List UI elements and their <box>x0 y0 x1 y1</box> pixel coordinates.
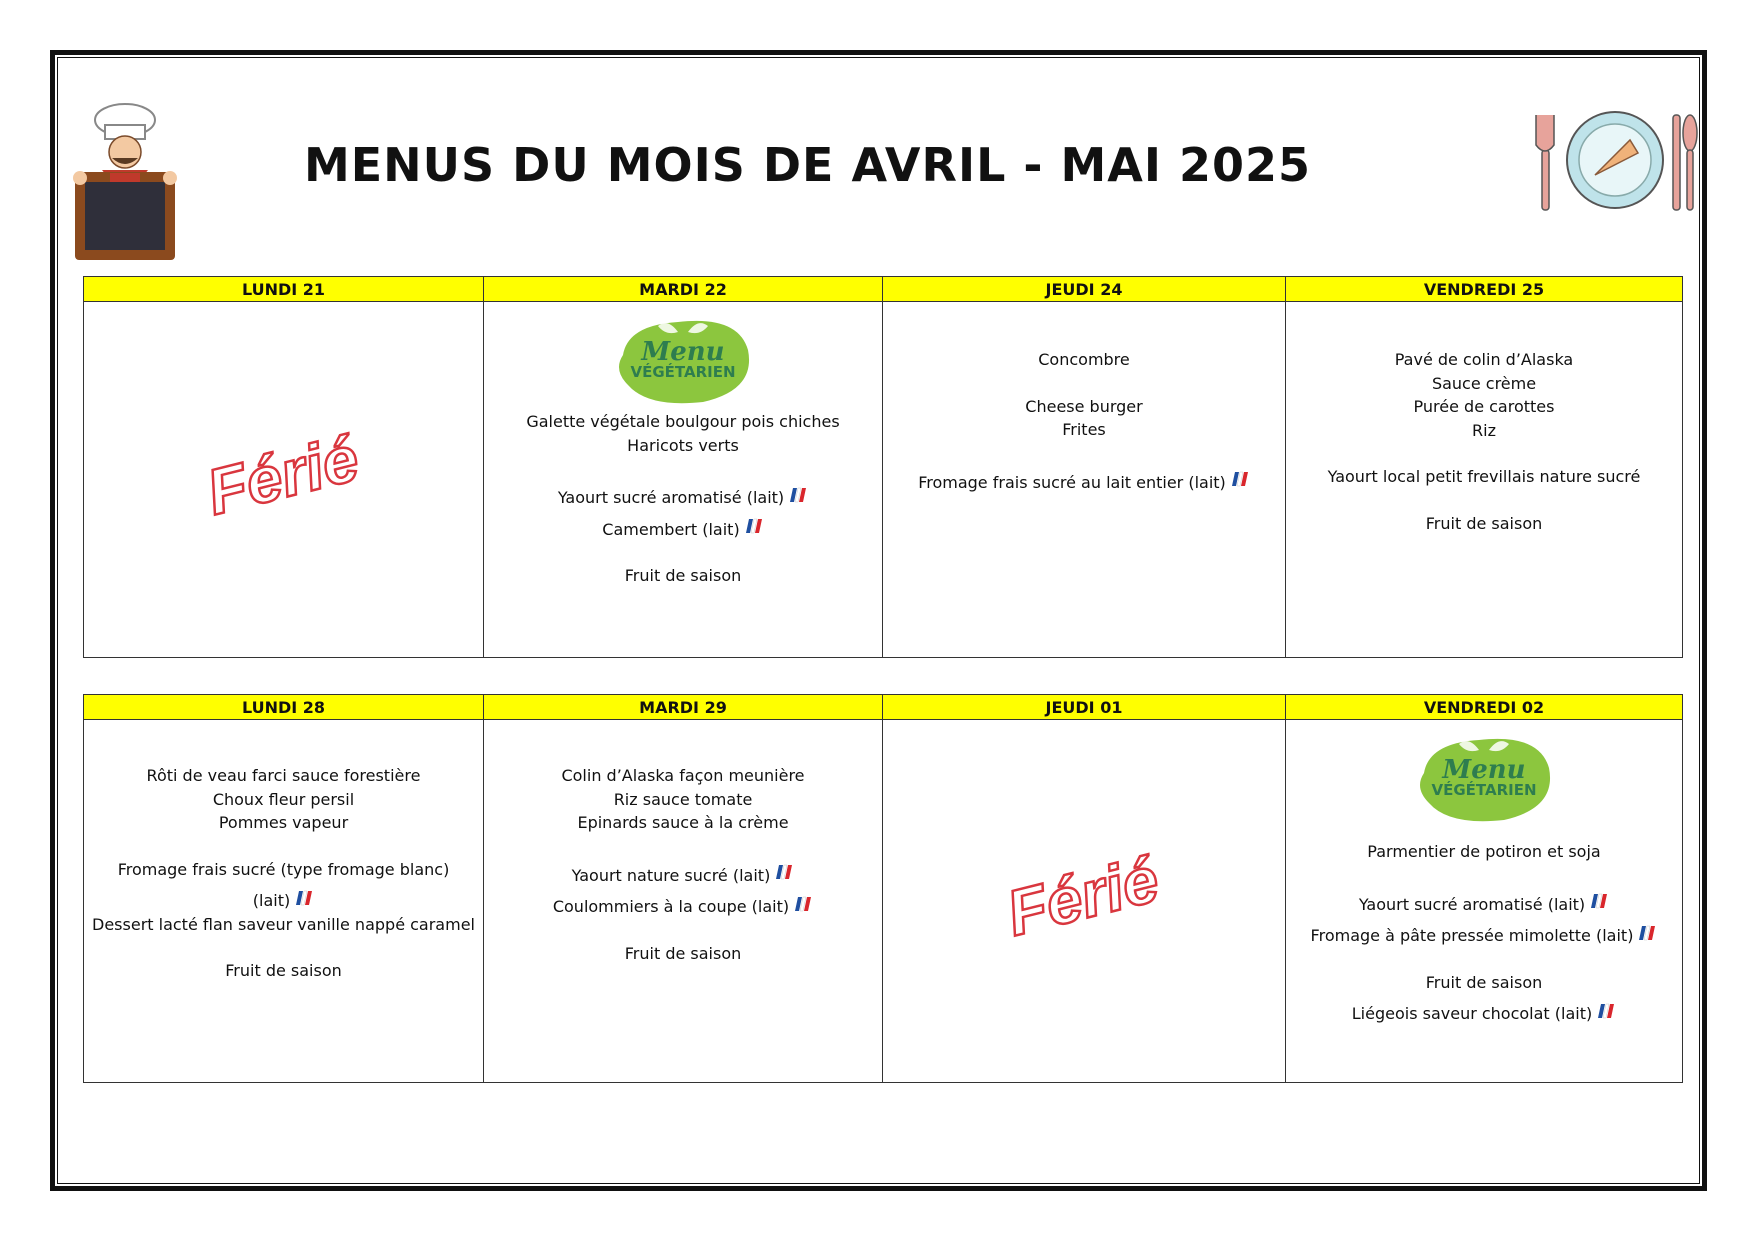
menu-item: Riz sauce tomate <box>613 789 753 809</box>
menu-item: Yaourt local petit frevillais nature sucré <box>1327 467 1641 486</box>
vegetarian-menu-icon <box>608 310 758 410</box>
menu-item: Choux fleur persil <box>212 789 355 809</box>
french-flag-icon <box>793 895 813 913</box>
day-header: LUNDI 21 <box>84 277 484 302</box>
menu-cell-lundi-28 <box>84 720 484 1083</box>
menu-item: Frites <box>1062 420 1106 439</box>
menu-item: Liégeois saveur chocolat (lait) <box>1351 1004 1593 1023</box>
french-flag-icon <box>1596 1002 1616 1020</box>
menu-cell-vendredi-02 <box>1286 720 1683 1083</box>
menu-item: Fruit de saison <box>624 943 742 963</box>
menu-item: Sauce crème <box>1431 373 1537 393</box>
day-header: MARDI 22 <box>484 277 883 302</box>
menu-item: Fruit de saison <box>1425 972 1543 992</box>
ferie-stamp <box>166 409 401 550</box>
svg-text:VÉGÉTARIEN: VÉGÉTARIEN <box>1431 781 1537 799</box>
ferie-stamp <box>966 831 1201 972</box>
menu-cell-mardi-22 <box>484 302 883 658</box>
svg-text:VÉGÉTARIEN: VÉGÉTARIEN <box>630 363 736 381</box>
menu-item: Coulommiers à la coupe (lait) <box>552 897 790 916</box>
day-header: JEUDI 01 <box>883 695 1286 720</box>
menu-item: Camembert (lait) <box>602 519 740 539</box>
menu-item: Yaourt nature sucré (lait) <box>571 865 771 885</box>
menu-item: Pommes vapeur <box>218 813 349 832</box>
french-flag-icon <box>788 486 808 504</box>
svg-text:Férié: Férié <box>199 421 366 529</box>
menu-item: Fromage à pâte pressée mimolette (lait) <box>1310 926 1634 945</box>
menu-item: Colin d’Alaska façon meunière <box>561 766 805 785</box>
day-header: LUNDI 28 <box>84 695 484 720</box>
menu-item: Parmentier de potiron et soja <box>1367 842 1601 861</box>
menu-cell-vendredi-25 <box>1286 302 1683 658</box>
menu-item: Yaourt sucré aromatisé (lait) <box>1358 894 1586 914</box>
french-flag-icon <box>774 863 794 881</box>
french-flag-icon <box>294 889 314 907</box>
svg-text:Férié: Férié <box>999 842 1166 950</box>
french-flag-icon <box>744 517 764 535</box>
menu-item: Fruit de saison <box>624 566 742 585</box>
french-flag-icon <box>1230 470 1250 488</box>
menu-item: Dessert lacté flan saveur vanille nappé caramel <box>92 914 475 934</box>
menu-item: Fruit de saison <box>225 961 342 980</box>
menu-item: Fruit de saison <box>1425 513 1543 533</box>
menu-cell-jeudi-01 <box>883 720 1286 1083</box>
menu-cell-jeudi-24 <box>883 302 1286 658</box>
week-table-1 <box>83 276 1683 658</box>
menu-item: Concombre <box>1038 350 1130 369</box>
menu-item: (lait) <box>252 891 291 910</box>
svg-text:Menu: Menu <box>1442 755 1526 785</box>
day-header: MARDI 29 <box>484 695 883 720</box>
menu-item: Purée de carottes <box>1413 397 1555 416</box>
day-header: VENDREDI 02 <box>1286 695 1683 720</box>
menu-item: Fromage frais sucré (type fromage blanc) <box>117 859 450 879</box>
day-header: JEUDI 24 <box>883 277 1286 302</box>
menu-cell-mardi-29 <box>484 720 883 1083</box>
french-flag-icon <box>1637 924 1657 942</box>
menu-item: Riz <box>1472 420 1496 440</box>
menu-item: Epinards sauce à la crème <box>577 813 789 832</box>
menu-item: Fromage frais sucré au lait entier (lait) <box>918 472 1226 492</box>
week-table-2 <box>83 694 1683 1083</box>
day-header: VENDREDI 25 <box>1286 277 1683 302</box>
menu-item: Yaourt sucré aromatisé (lait) <box>557 488 785 507</box>
vegetarian-menu-icon <box>1409 728 1559 828</box>
menu-item: Haricots verts <box>627 435 739 455</box>
menu-cell-lundi-21 <box>84 302 484 658</box>
page-title: MENUS DU MOIS DE AVRIL - MAI 2025 <box>303 138 1312 192</box>
french-flag-icon <box>1589 892 1609 910</box>
menu-item: Galette végétale boulgour pois chiches <box>526 412 840 431</box>
menu-item: Rôti de veau farci sauce forestière <box>146 766 421 785</box>
menu-item: Cheese burger <box>1025 396 1143 416</box>
svg-text:Menu: Menu <box>641 337 725 367</box>
menu-item: Pavé de colin d’Alaska <box>1394 350 1574 369</box>
